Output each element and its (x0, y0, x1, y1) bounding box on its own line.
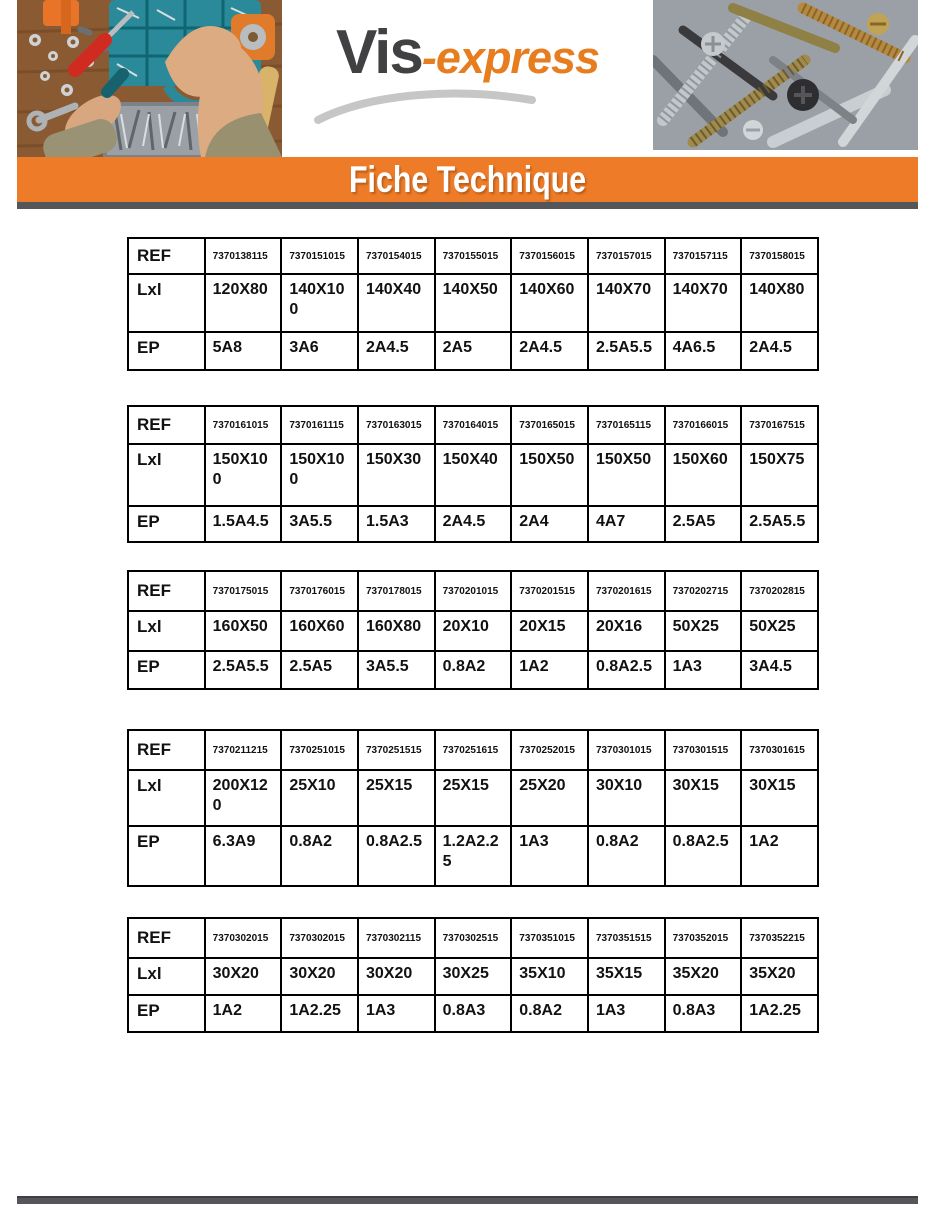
lxl-cell: 150X50 (511, 444, 588, 506)
row-label-refs: REF (128, 238, 205, 274)
row-label-ep: EP (128, 995, 205, 1032)
ref-cell: 7370166015 (665, 406, 742, 444)
ref-cell: 7370202815 (741, 571, 818, 611)
ep-cell: 2.5A5.5 (205, 651, 282, 689)
ep-cell: 0.8A2 (588, 826, 665, 886)
lxl-cell: 150X100 (205, 444, 282, 506)
ep-cell: 0.8A2 (511, 995, 588, 1032)
row-label-ep: EP (128, 332, 205, 370)
ref-cell: 7370352015 (665, 918, 742, 958)
lxl-cell: 140X50 (435, 274, 512, 332)
logo-swoosh (310, 84, 540, 126)
ep-cell: 1A3 (358, 995, 435, 1032)
ref-cell: 7370201515 (511, 571, 588, 611)
lxl-cell: 30X20 (358, 958, 435, 995)
lxl-cell: 30X25 (435, 958, 512, 995)
lxl-cell: 140X100 (281, 274, 358, 332)
lxl-cell: 150X100 (281, 444, 358, 506)
workbench-photo (17, 0, 282, 157)
ep-cell: 1A2 (205, 995, 282, 1032)
ep-cell: 1A2.25 (281, 995, 358, 1032)
table-row (128, 730, 818, 770)
lxl-cell: 25X15 (358, 770, 435, 826)
ref-cell: 7370202715 (665, 571, 742, 611)
logo-area (282, 0, 653, 157)
lxl-cell: 150X50 (588, 444, 665, 506)
ref-cell: 7370201615 (588, 571, 665, 611)
ep-cell: 2.5A5 (665, 506, 742, 542)
lxl-cell: 30X15 (741, 770, 818, 826)
lxl-cell: 25X10 (281, 770, 358, 826)
table-row (128, 444, 818, 506)
lxl-cell: 20X10 (435, 611, 512, 651)
lxl-cell: 160X50 (205, 611, 282, 651)
lxl-cell: 140X40 (358, 274, 435, 332)
ep-cell: 2A4.5 (741, 332, 818, 370)
row-label-ep: EP (128, 826, 205, 886)
ep-cell: 2.5A5 (281, 651, 358, 689)
ep-cell: 2A4 (511, 506, 588, 542)
ref-cell: 7370211215 (205, 730, 282, 770)
ep-cell: 0.8A2.5 (358, 826, 435, 886)
lxl-cell: 35X15 (588, 958, 665, 995)
logo-text-express: -express (421, 32, 600, 83)
lxl-cell: 30X15 (665, 770, 742, 826)
banner-divider (17, 202, 918, 209)
spec-table-5 (127, 917, 819, 1033)
ref-cell: 7370178015 (358, 571, 435, 611)
ref-cell: 7370301515 (665, 730, 742, 770)
ref-cell: 7370155015 (435, 238, 512, 274)
lxl-cell: 35X20 (665, 958, 742, 995)
ep-cell: 3A5.5 (281, 506, 358, 542)
ep-cell: 2A4.5 (435, 506, 512, 542)
lxl-cell: 140X60 (511, 274, 588, 332)
table-row (128, 826, 818, 886)
ref-cell: 7370165115 (588, 406, 665, 444)
lxl-cell: 120X80 (205, 274, 282, 332)
ep-cell: 0.8A3 (435, 995, 512, 1032)
row-label-refs: REF (128, 406, 205, 444)
ref-cell: 7370302015 (281, 918, 358, 958)
ref-cell: 7370302115 (358, 918, 435, 958)
ref-cell: 7370251015 (281, 730, 358, 770)
ep-cell: 2.5A5.5 (741, 506, 818, 542)
lxl-cell: 25X15 (435, 770, 512, 826)
lxl-cell: 35X10 (511, 958, 588, 995)
spec-table-1 (127, 237, 819, 371)
row-label-ep: EP (128, 651, 205, 689)
ep-cell: 1.5A4.5 (205, 506, 282, 542)
ref-cell: 7370351515 (588, 918, 665, 958)
row-label-refs: REF (128, 730, 205, 770)
ref-cell: 7370138115 (205, 238, 282, 274)
ref-cell: 7370175015 (205, 571, 282, 611)
ep-cell: 1A3 (511, 826, 588, 886)
lxl-cell: 35X20 (741, 958, 818, 995)
ep-cell: 2A4.5 (358, 332, 435, 370)
ep-cell: 0.8A2 (435, 651, 512, 689)
logo-text-vis: Vis (335, 18, 422, 87)
ref-cell: 7370167515 (741, 406, 818, 444)
table-row (128, 918, 818, 958)
ep-cell: 1A2 (741, 826, 818, 886)
lxl-cell: 150X40 (435, 444, 512, 506)
ref-cell: 7370302015 (205, 918, 282, 958)
row-label-ep: EP (128, 506, 205, 542)
ep-cell: 1A3 (588, 995, 665, 1032)
table-row (128, 571, 818, 611)
ref-cell: 7370251515 (358, 730, 435, 770)
ep-cell: 1A2.25 (741, 995, 818, 1032)
table-row (128, 332, 818, 370)
lxl-cell: 160X60 (281, 611, 358, 651)
table-row (128, 958, 818, 995)
lxl-cell: 50X25 (741, 611, 818, 651)
lxl-cell: 200X120 (205, 770, 282, 826)
table-row (128, 506, 818, 542)
spec-tables-container (127, 237, 819, 1033)
vis-express-logo (335, 18, 600, 87)
ref-cell: 7370161015 (205, 406, 282, 444)
ep-cell: 1A3 (665, 651, 742, 689)
ep-cell: 2A4.5 (511, 332, 588, 370)
ref-cell: 7370151015 (281, 238, 358, 274)
ep-cell: 3A4.5 (741, 651, 818, 689)
ref-cell: 7370301615 (741, 730, 818, 770)
ep-cell: 4A6.5 (665, 332, 742, 370)
spec-table-4 (127, 729, 819, 887)
spec-table-2 (127, 405, 819, 543)
lxl-cell: 150X75 (741, 444, 818, 506)
ref-cell: 7370351015 (511, 918, 588, 958)
row-label-lxl: Lxl (128, 611, 205, 651)
row-label-refs: REF (128, 571, 205, 611)
ep-cell: 2A5 (435, 332, 512, 370)
ref-cell: 7370302515 (435, 918, 512, 958)
table-row (128, 651, 818, 689)
lxl-cell: 30X10 (588, 770, 665, 826)
lxl-cell: 20X15 (511, 611, 588, 651)
ref-cell: 7370165015 (511, 406, 588, 444)
lxl-cell: 160X80 (358, 611, 435, 651)
table-row (128, 238, 818, 274)
ep-cell: 6.3A9 (205, 826, 282, 886)
ref-cell: 7370156015 (511, 238, 588, 274)
ref-cell: 7370157115 (665, 238, 742, 274)
ref-cell: 7370201015 (435, 571, 512, 611)
ep-cell: 0.8A2.5 (665, 826, 742, 886)
technical-sheet-page (17, 0, 918, 1204)
lxl-cell: 20X16 (588, 611, 665, 651)
footer-bar (17, 1196, 918, 1204)
lxl-cell: 30X20 (205, 958, 282, 995)
ep-cell: 1.2A2.25 (435, 826, 512, 886)
title-banner (17, 157, 918, 202)
ep-cell: 1A2 (511, 651, 588, 689)
ref-cell: 7370157015 (588, 238, 665, 274)
row-label-lxl: Lxl (128, 274, 205, 332)
row-label-lxl: Lxl (128, 770, 205, 826)
ep-cell: 5A8 (205, 332, 282, 370)
table-row (128, 770, 818, 826)
workbench-photo-art (17, 0, 282, 157)
ref-cell: 7370252015 (511, 730, 588, 770)
table-row (128, 995, 818, 1032)
lxl-cell: 140X70 (665, 274, 742, 332)
ref-cell: 7370163015 (358, 406, 435, 444)
ep-cell: 0.8A2 (281, 826, 358, 886)
table-row (128, 611, 818, 651)
spec-table-3 (127, 570, 819, 690)
ref-cell: 7370301015 (588, 730, 665, 770)
ep-cell: 2.5A5.5 (588, 332, 665, 370)
lxl-cell: 140X80 (741, 274, 818, 332)
ep-cell: 1.5A3 (358, 506, 435, 542)
lxl-cell: 50X25 (665, 611, 742, 651)
ref-cell: 7370161115 (281, 406, 358, 444)
page-title: Fiche Technique (348, 159, 587, 200)
ref-cell: 7370251615 (435, 730, 512, 770)
ref-cell: 7370158015 (741, 238, 818, 274)
ep-cell: 3A5.5 (358, 651, 435, 689)
ref-cell: 7370352215 (741, 918, 818, 958)
header (17, 0, 918, 157)
ep-cell: 0.8A2.5 (588, 651, 665, 689)
row-label-lxl: Lxl (128, 958, 205, 995)
ref-cell: 7370154015 (358, 238, 435, 274)
lxl-cell: 150X60 (665, 444, 742, 506)
lxl-cell: 30X20 (281, 958, 358, 995)
lxl-cell: 150X30 (358, 444, 435, 506)
table-row (128, 406, 818, 444)
ref-cell: 7370176015 (281, 571, 358, 611)
ep-cell: 0.8A3 (665, 995, 742, 1032)
table-row (128, 274, 818, 332)
lxl-cell: 140X70 (588, 274, 665, 332)
screws-pile-photo (653, 0, 918, 150)
screws-pile-photo-art (653, 0, 918, 150)
lxl-cell: 25X20 (511, 770, 588, 826)
ref-cell: 7370164015 (435, 406, 512, 444)
row-label-refs: REF (128, 918, 205, 958)
row-label-lxl: Lxl (128, 444, 205, 506)
ep-cell: 3A6 (281, 332, 358, 370)
ep-cell: 4A7 (588, 506, 665, 542)
